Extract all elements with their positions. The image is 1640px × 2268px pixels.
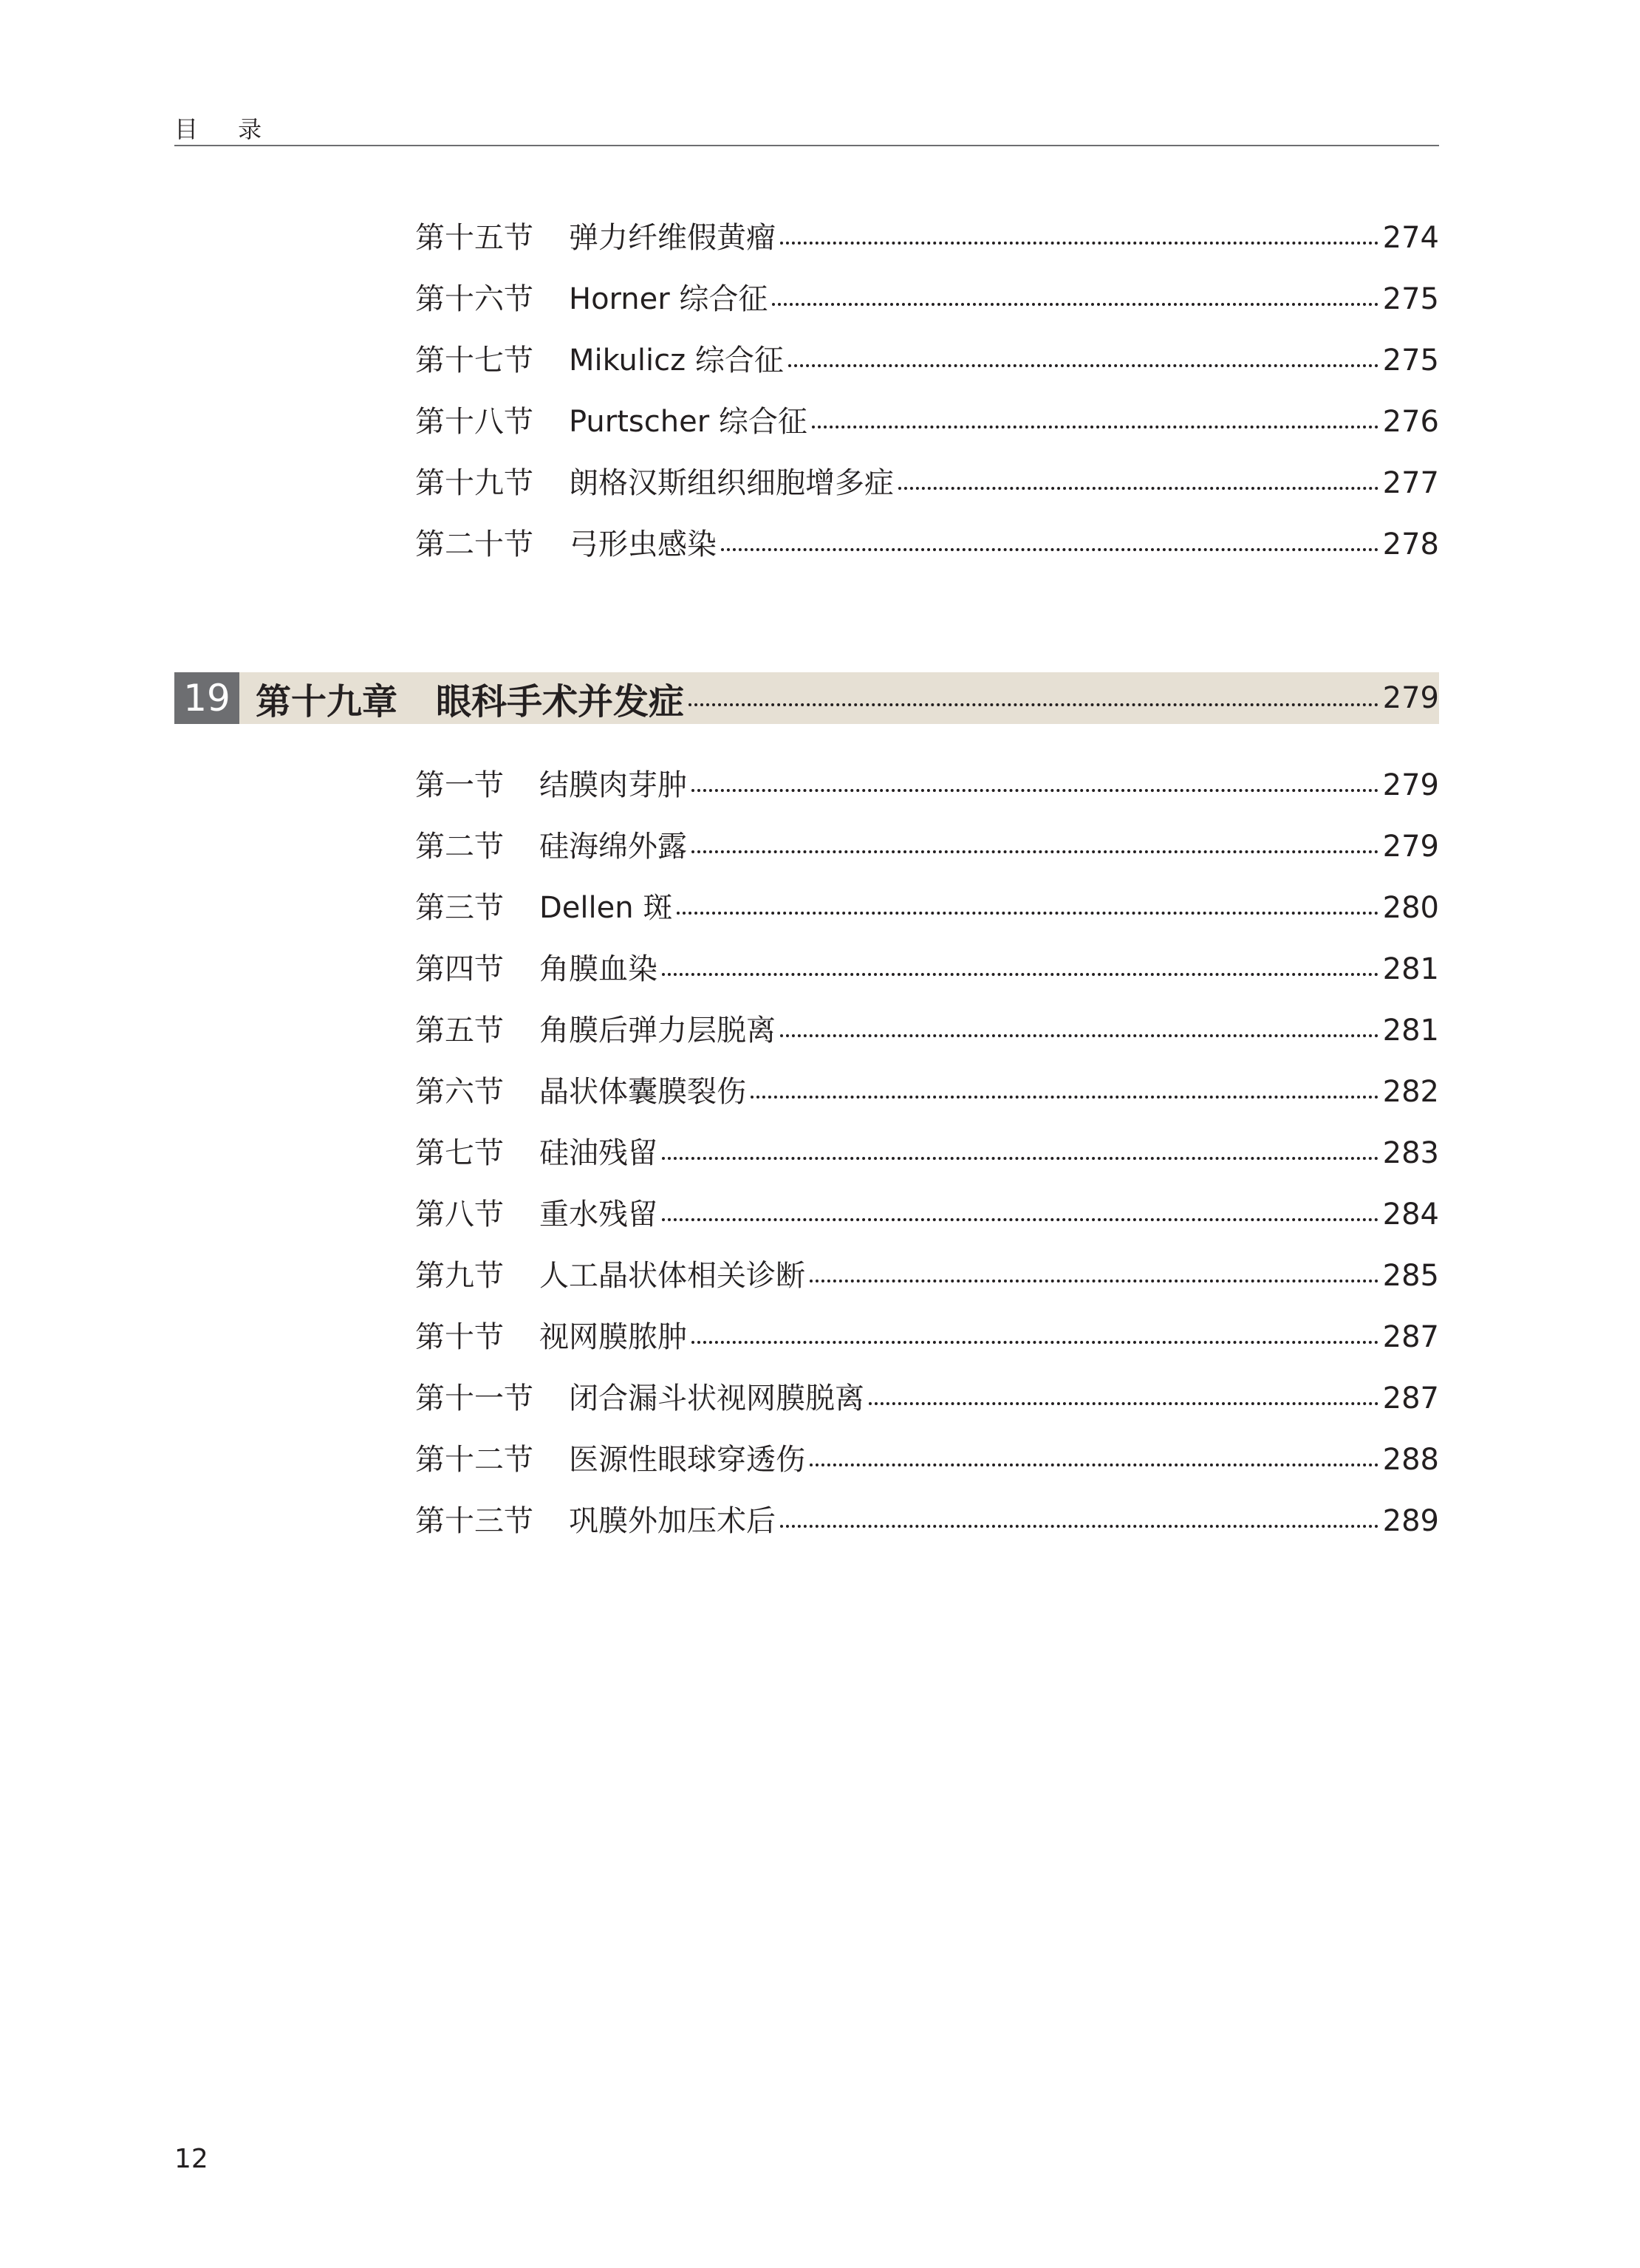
toc-entry[interactable] bbox=[415, 1131, 1439, 1175]
toc-entry[interactable] bbox=[415, 1376, 1439, 1421]
page-number: 280 bbox=[1382, 891, 1439, 925]
dot-leader bbox=[751, 1096, 1378, 1099]
page-number: 276 bbox=[1382, 405, 1439, 439]
page-number: 274 bbox=[1382, 221, 1439, 255]
page-number: 289 bbox=[1382, 1504, 1439, 1538]
section-title: 巩膜外加压术后 bbox=[569, 1504, 776, 1538]
section-title: 人工晶状体相关诊断 bbox=[539, 1259, 805, 1293]
section-number: 第四节 bbox=[415, 952, 504, 986]
chapter-page-number: 279 bbox=[1382, 681, 1439, 715]
toc-entry[interactable] bbox=[415, 338, 1439, 383]
section-number: 第十六节 bbox=[415, 282, 533, 316]
toc-entry[interactable] bbox=[415, 461, 1439, 505]
dot-leader bbox=[810, 1280, 1378, 1282]
dot-leader bbox=[772, 303, 1378, 306]
dot-leader bbox=[662, 973, 1378, 976]
section-title: 晶状体囊膜裂伤 bbox=[539, 1075, 746, 1109]
dot-leader bbox=[662, 1157, 1378, 1160]
section-title: 角膜血染 bbox=[539, 952, 657, 986]
section-title: 结膜肉芽肿 bbox=[539, 768, 687, 802]
toc-entry[interactable] bbox=[415, 400, 1439, 444]
toc-entry[interactable] bbox=[415, 1499, 1439, 1543]
section-title: 硅海绵外露 bbox=[539, 830, 687, 864]
toc-entry[interactable] bbox=[415, 1315, 1439, 1359]
section-title: 弓形虫感染 bbox=[569, 527, 717, 561]
dot-leader bbox=[780, 1034, 1378, 1037]
section-number: 第九节 bbox=[415, 1259, 504, 1293]
section-title: 重水残留 bbox=[539, 1198, 657, 1232]
section-number: 第十节 bbox=[415, 1320, 504, 1354]
dot-leader bbox=[721, 548, 1378, 551]
toc-entry[interactable] bbox=[415, 277, 1439, 321]
dot-leader bbox=[812, 426, 1378, 428]
toc-entry[interactable] bbox=[415, 947, 1439, 991]
toc-entry[interactable] bbox=[415, 763, 1439, 807]
toc-entry[interactable] bbox=[415, 1254, 1439, 1298]
dot-leader bbox=[869, 1402, 1378, 1405]
section-number: 第十二节 bbox=[415, 1443, 533, 1477]
page-number: 277 bbox=[1382, 466, 1439, 500]
section-title: 弹力纤维假黄瘤 bbox=[569, 221, 776, 255]
chapter-heading[interactable] bbox=[174, 672, 1439, 724]
section-title: 视网膜脓肿 bbox=[539, 1320, 687, 1354]
section-number: 第十三节 bbox=[415, 1504, 533, 1538]
dot-leader bbox=[788, 364, 1378, 367]
section-number: 第十五节 bbox=[415, 221, 533, 255]
page-number: 281 bbox=[1382, 1014, 1439, 1048]
toc-entry[interactable] bbox=[415, 216, 1439, 260]
page-number: 278 bbox=[1382, 527, 1439, 561]
chapter-number: 第十九章 bbox=[256, 680, 398, 723]
section-title: 角膜后弹力层脱离 bbox=[539, 1014, 776, 1048]
section-number: 第十一节 bbox=[415, 1381, 533, 1415]
toc-entry[interactable] bbox=[415, 1438, 1439, 1482]
section-number: 第三节 bbox=[415, 891, 504, 925]
toc-entry[interactable] bbox=[415, 1192, 1439, 1237]
page-number: 279 bbox=[1382, 830, 1439, 864]
section-number: 第八节 bbox=[415, 1198, 504, 1232]
dot-leader bbox=[689, 703, 1378, 706]
dot-leader bbox=[662, 1218, 1378, 1221]
section-number: 第十九节 bbox=[415, 466, 533, 500]
section-title: 硅油残留 bbox=[539, 1136, 657, 1170]
section-title: 闭合漏斗状视网膜脱离 bbox=[569, 1381, 864, 1415]
section-title: Dellen 斑 bbox=[539, 891, 673, 925]
page-number: 275 bbox=[1382, 282, 1439, 316]
page-number: 283 bbox=[1382, 1136, 1439, 1170]
dot-leader bbox=[677, 912, 1378, 915]
page-number: 279 bbox=[1382, 768, 1439, 802]
page-number: 287 bbox=[1382, 1381, 1439, 1415]
page-number: 281 bbox=[1382, 952, 1439, 986]
folio-page-number: 12 bbox=[174, 2144, 208, 2174]
dot-leader bbox=[810, 1463, 1378, 1466]
dot-leader bbox=[691, 850, 1378, 853]
dot-leader bbox=[691, 789, 1378, 792]
section-title: 医源性眼球穿透伤 bbox=[569, 1443, 805, 1477]
page-number: 282 bbox=[1382, 1075, 1439, 1109]
dot-leader bbox=[780, 1525, 1378, 1528]
section-number: 第一节 bbox=[415, 768, 504, 802]
toc-entry[interactable] bbox=[415, 522, 1439, 567]
section-title: Mikulicz 综合征 bbox=[569, 344, 784, 378]
toc-entry[interactable] bbox=[415, 824, 1439, 869]
header-rule bbox=[174, 145, 1439, 146]
dot-leader bbox=[780, 242, 1378, 245]
chapter-title: 眼科手术并发症 bbox=[436, 680, 685, 723]
dot-leader bbox=[898, 487, 1378, 490]
toc-entry[interactable] bbox=[415, 1008, 1439, 1053]
page-number: 288 bbox=[1382, 1443, 1439, 1477]
page-number: 285 bbox=[1382, 1259, 1439, 1293]
section-title: 朗格汉斯组织细胞增多症 bbox=[569, 466, 894, 500]
page-number: 287 bbox=[1382, 1320, 1439, 1354]
section-number: 第六节 bbox=[415, 1075, 504, 1109]
page-number: 284 bbox=[1382, 1198, 1439, 1232]
section-number: 第十七节 bbox=[415, 344, 533, 378]
section-number: 第五节 bbox=[415, 1014, 504, 1048]
toc-entry[interactable] bbox=[415, 1070, 1439, 1114]
running-header: 目 录 bbox=[174, 115, 279, 143]
dot-leader bbox=[691, 1341, 1378, 1344]
section-number: 第十八节 bbox=[415, 405, 533, 439]
chapter-badge: 19 bbox=[174, 672, 239, 724]
page-number: 275 bbox=[1382, 344, 1439, 378]
section-number: 第二节 bbox=[415, 830, 504, 864]
section-number: 第二十节 bbox=[415, 527, 533, 561]
section-title: Horner 综合征 bbox=[569, 282, 768, 316]
section-title: Purtscher 综合征 bbox=[569, 405, 807, 439]
toc-entry[interactable] bbox=[415, 886, 1439, 930]
section-number: 第七节 bbox=[415, 1136, 504, 1170]
